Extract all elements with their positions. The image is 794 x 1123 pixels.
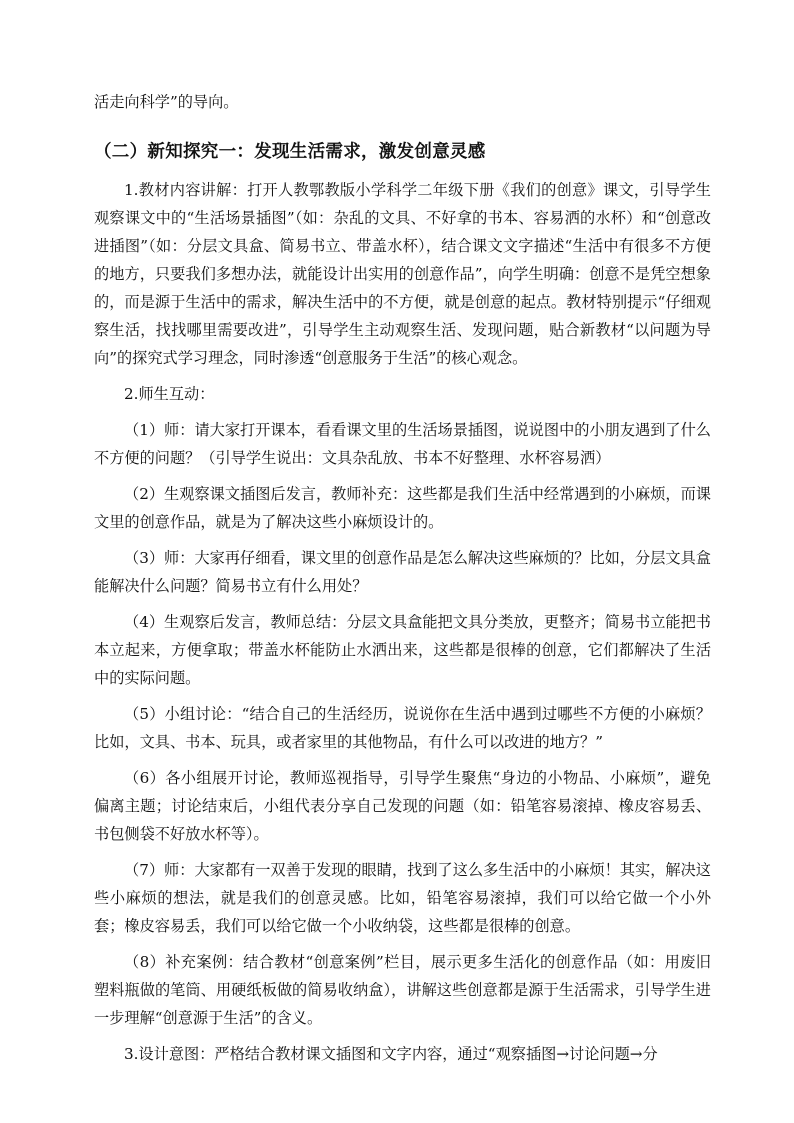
list-item: （4）生观察后发言，教师总结：分层文具盒能把文具分类放，更整齐；简易书立能把书本立起来，方便拿取；带盖水杯能防止水洒出来，这些都是很棒的创意，它们都解决了生活中的实际问题。: [94, 613, 711, 687]
list-item: （5）小组讨论：“结合自己的生活经历，说说你在生活中遇到过哪些不方便的小麻烦？比如，文具、书本、玩具，或者家里的其他物品，有什么可以改进的地方？”: [94, 705, 711, 751]
document-page: [94, 88, 711, 1068]
list-item: （2）生观察课文插图后发言，教师补充：这些都是我们生活中经常遇到的小麻烦，而课文里的创意作品，就是为了解决这些小麻烦设计的。: [94, 485, 711, 531]
list-item: （1）师：请大家打开课本，看看课文里的生活场景插图，说说图中的小朋友遇到了什么不方便的问题？（引导学生说出：文具杂乱放、书本不好整理、水杯容易洒）: [94, 421, 711, 467]
lead-line: 活走向科学”的导向。: [94, 93, 239, 111]
list-item: （6）各小组展开讨论，教师巡视指导，引导学生聚焦“身边的小物品、小麻烦”，避免偏离主题；讨论结束后，小组代表分享自己发现的问题（如：铅笔容易滚掉、橡皮容易丢、书包侧袋不好放水杯等）。: [94, 769, 711, 843]
paragraph-design-intent: 3.设计意图：严格结合教材课文插图和文字内容，通过“观察插图→讨论问题→分: [124, 1045, 658, 1063]
paragraph-textbook-explanation: 1.教材内容讲解：打开人教鄂教版小学科学二年级下册《我们的创意》课文，引导学生观察课文中的“生活场景插图”（如：杂乱的文具、不好拿的书本、容易洒的水杯）和“创意改进插图”（如：分层文具盒、简易书立、带盖水杯），结合课文文字描述“生活中有很多不方便的地方，只要我们多想办法，就能设计出实用的创意作品”，向学生明确：创意不是凭空想象的，而是源于生活中的需求，解决生活中的不方便，就是创意的起点。教材特别提示“仔细观察生活，找找哪里需要改进”，引导学生主动观察生活、发现问题，贴合新教材“以问题为导向”的探究式学习理念，同时渗透“创意服务于生活”的核心观念。: [94, 181, 711, 367]
paragraph-interaction-title: 2.师生互动：: [124, 385, 215, 403]
list-item: （7）师：大家都有一双善于发现的眼睛，找到了这么多生活中的小麻烦！其实，解决这些小麻烦的想法，就是我们的创意灵感。比如，铅笔容易滚掉，我们可以给它做一个小外套；橡皮容易丢，我们可以给它做一个小收纳袋，这些都是很棒的创意。: [94, 861, 711, 935]
list-item: （8）补充案例：结合教材“创意案例”栏目，展示更多生活化的创意作品（如：用废旧塑料瓶做的笔筒、用硬纸板做的简易收纳盒），讲解这些创意都是源于生活需求，引导学生进一步理解“创意源于生活”的含义。: [94, 953, 711, 1027]
list-item: （3）师：大家再仔细看，课文里的创意作品是怎么解决这些麻烦的？比如，分层文具盒能解决什么问题？简易书立有什么用处？: [94, 549, 711, 595]
section-heading: （二）新知探究一：发现生活需求，激发创意灵感: [94, 142, 486, 162]
